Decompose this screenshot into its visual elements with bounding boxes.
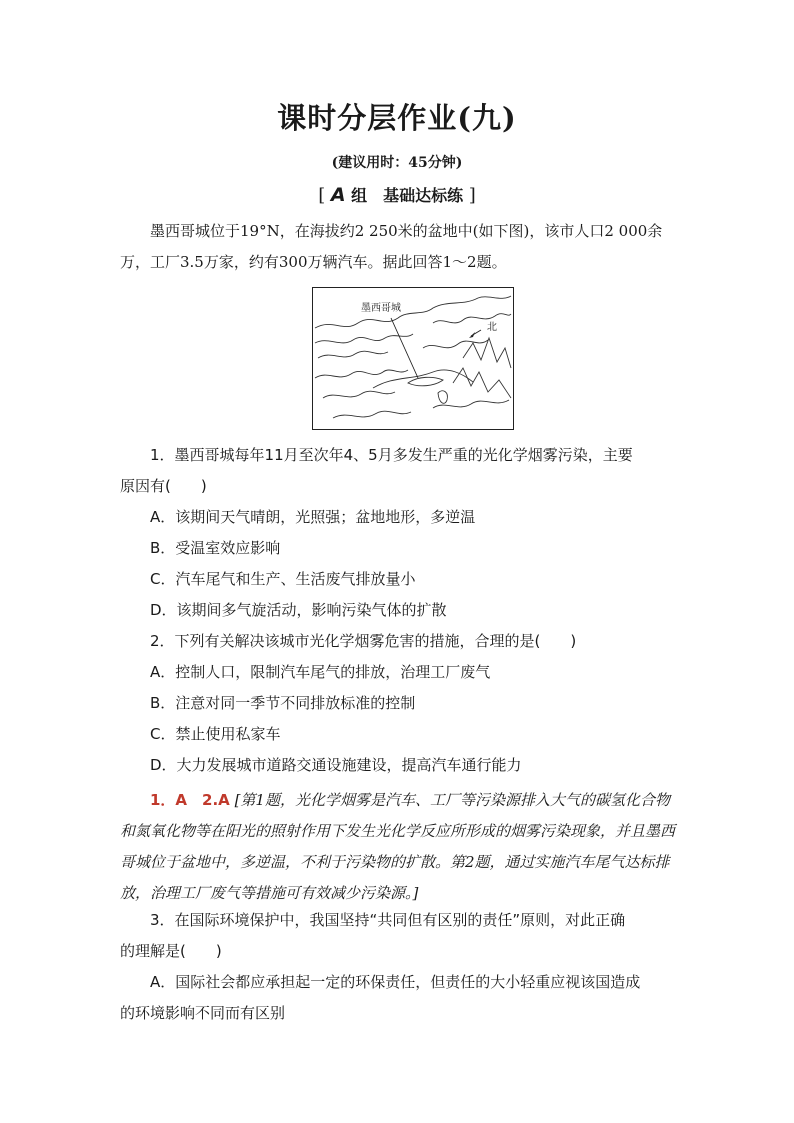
group-label: 组 基础达标练 bbox=[351, 186, 464, 205]
basin-map-figure bbox=[312, 287, 514, 430]
group-right-bracket: ] bbox=[468, 185, 476, 206]
q3-stem-line1: 3．在国际环境保护中，我国坚持“共同但有区别的责任”原则，对此正确 bbox=[150, 911, 626, 929]
q2-stem: 2．下列有关解决该城市光化学烟雾危害的措施，合理的是( ) bbox=[150, 632, 577, 650]
q1-option-a: A．该期间天气晴朗，光照强；盆地地形，多逆温 bbox=[150, 508, 476, 526]
explanation-text: [第1题，光化学烟雾是汽车、工厂等污染源排入大气的碳氢化合物和氮氧化物等在阳光的照射作用下发生光化学反应所形成的烟雾污染现象，并且墨西哥城位于盆地中，多逆温，不利于污染物的扩散。第2题，通过实施汽车尾气达标排放，治理工厂废气等措施可有效减少污染源。] bbox=[120, 791, 676, 902]
q1-option-b: B．受温室效应影响 bbox=[150, 539, 281, 557]
answer-explanation-q1-q2 bbox=[120, 785, 680, 909]
answer-values: 1．A 2.A bbox=[150, 791, 230, 809]
suggested-time: (建议用时：45分钟) bbox=[331, 155, 463, 171]
q2-option-b: B．注意对同一季节不同排放标准的控制 bbox=[150, 694, 416, 712]
q1-stem-line1: 1．墨西哥城每年11月至次年4、5月多发生严重的光化学烟雾污染，主要 bbox=[150, 446, 633, 464]
group-left-bracket: [ bbox=[318, 185, 326, 206]
q1-stem-line2: 原因有( ) bbox=[120, 477, 207, 495]
q1-option-d: D．该期间多气旋活动，影响污染气体的扩散 bbox=[150, 601, 447, 619]
north-label: 北 bbox=[487, 322, 497, 333]
q2-option-c: C．禁止使用私家车 bbox=[150, 725, 281, 743]
city-label: 墨西哥城 bbox=[361, 303, 401, 314]
q3-option-a-line1: A．国际社会都应承担起一定的环保责任，但责任的大小轻重应视该国造成 bbox=[150, 973, 641, 991]
intro-paragraph: 墨西哥城位于19°N，在海拔约2 250米的盆地中(如下图)，该市人口2 000余万，工厂3.5万家，约有300万辆汽车。据此回答1～2题。 bbox=[120, 222, 663, 271]
group-letter: A bbox=[330, 184, 346, 206]
q3-option-a-line2: 的环境影响不同而有区别 bbox=[120, 1004, 286, 1022]
q1-option-c: C．汽车尾气和生产、生活废气排放量小 bbox=[150, 570, 416, 588]
q2-option-d: D．大力发展城市道路交通设施建设，提高汽车通行能力 bbox=[150, 756, 522, 774]
q3-stem-line2: 的理解是( ) bbox=[120, 942, 222, 960]
basin-map-drawing bbox=[313, 288, 513, 429]
q2-option-a: A．控制人口，限制汽车尾气的排放，治理工厂废气 bbox=[150, 663, 491, 681]
page-title: 课时分层作业(九) bbox=[277, 101, 517, 135]
group-heading bbox=[0, 183, 794, 206]
